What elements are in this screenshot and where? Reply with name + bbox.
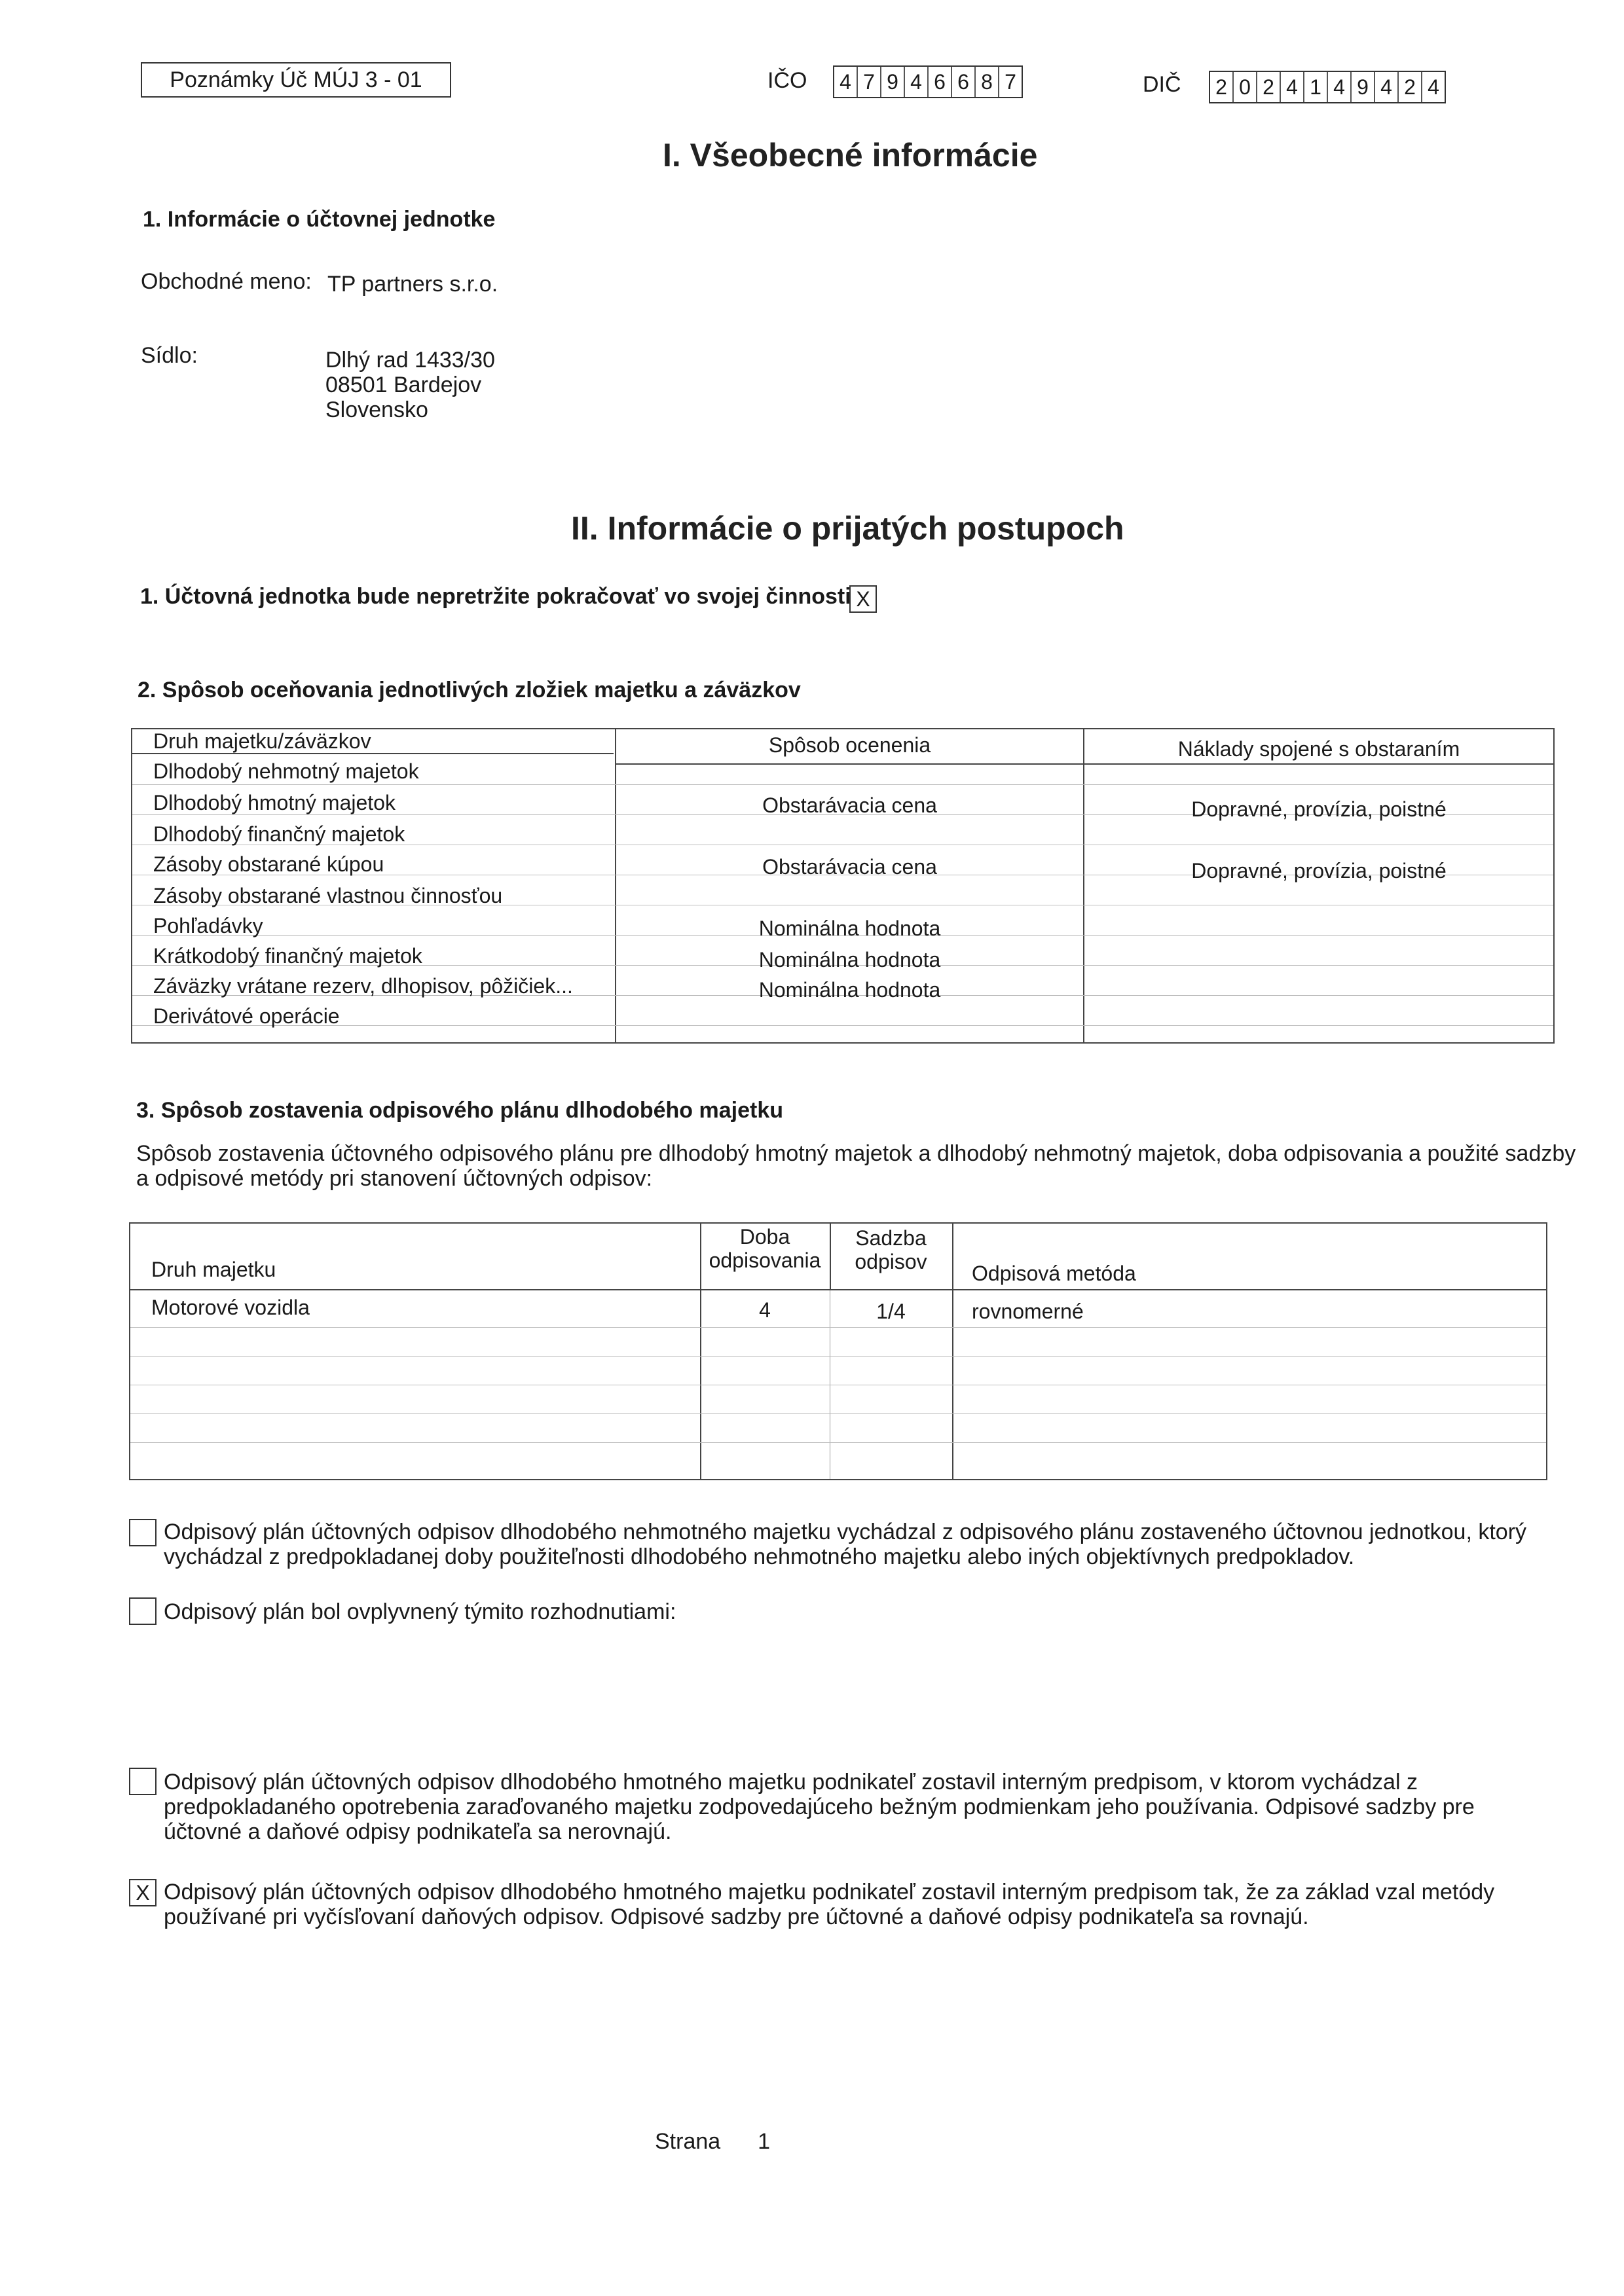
dic-field <box>1209 71 1446 103</box>
table-row: Záväzky vrátane rezerv, dlhopisov, pôžičiek... <box>153 974 573 998</box>
statement-line: Odpisový plán účtovných odpisov dlhodobého hmotného majetku podnikateľ zostavil interným predpisom tak, že za základ vzal metódy <box>164 1880 1495 1904</box>
ico-digit: 4 <box>834 67 858 97</box>
table-cell: 1/4 <box>876 1300 906 1323</box>
valuation-table <box>131 728 1555 1044</box>
table-header: Druh majetku/záväzkov <box>153 729 371 753</box>
valuation-method: Obstarávacia cena <box>762 855 937 879</box>
table-header: Náklady spojené s obstaraním <box>1177 737 1460 761</box>
seat-line: 08501 Bardejov <box>325 373 482 397</box>
going-concern-text: 1. Účtovná jednotka bude nepretržite pokračovať vo svojej činnosti <box>140 584 851 609</box>
dic-digit: 2 <box>1399 72 1422 102</box>
section1-title: I. Všeobecné informácie <box>663 137 1038 173</box>
seat-label: Sídlo: <box>141 343 198 368</box>
table-row: Dlhodobý hmotný majetok <box>153 791 396 814</box>
decisions-checkbox[interactable] <box>129 1597 157 1625</box>
valuation-method: Nominálna hodnota <box>758 948 941 972</box>
going-concern-checkbox[interactable]: X <box>849 585 877 613</box>
statement-line: vychádzal z predpokladanej doby použiteľnosti dlhodobého nehmotného majetku alebo iných objektívnych predpokladov. <box>164 1544 1355 1569</box>
ico-digit: 9 <box>881 67 905 97</box>
depreciation-table <box>129 1222 1547 1480</box>
company-name-label: Obchodné meno: <box>141 269 312 294</box>
ico-digit: 8 <box>976 67 999 97</box>
ico-field <box>833 65 1023 98</box>
table-cell: 4 <box>759 1298 771 1322</box>
table-row: Dlhodobý nehmotný majetok <box>153 759 419 783</box>
dic-label: DIČ <box>1143 72 1181 97</box>
dic-digit: 4 <box>1281 72 1304 102</box>
company-name-value: TP partners s.r.o. <box>327 272 498 297</box>
table-header: Doba <box>739 1225 790 1248</box>
valuation-heading: 2. Spôsob oceňovania jednotlivých zložiek majetku a záväzkov <box>138 678 801 702</box>
dic-digit: 4 <box>1375 72 1399 102</box>
seat-line: Dlhý rad 1433/30 <box>325 348 495 373</box>
page-label: Strana <box>655 2129 721 2154</box>
valuation-method: Obstarávacia cena <box>762 793 937 817</box>
statement-line: Odpisový plán účtovných odpisov dlhodobého nehmotného majetku vychádzal z odpisového plánu zostaveného účtovnou jednotkou, ktorý <box>164 1520 1527 1544</box>
table-header: odpisov <box>855 1250 927 1273</box>
table-header: odpisovania <box>709 1248 821 1272</box>
statement-line: Odpisový plán bol ovplyvnený týmito rozhodnutiami: <box>164 1599 676 1624</box>
dic-digit: 1 <box>1304 72 1328 102</box>
table-row: Dlhodobý finančný majetok <box>153 822 405 846</box>
table-row: Derivátové operácie <box>153 1004 340 1028</box>
dic-digit: 9 <box>1352 72 1375 102</box>
table-row: Zásoby obstarané kúpou <box>153 852 384 876</box>
seat-line: Slovensko <box>325 397 428 422</box>
table-header: Sadzba <box>855 1226 927 1250</box>
table-row: Pohľadávky <box>153 914 263 938</box>
depreciation-desc-line: Spôsob zostavenia účtovného odpisového plánu pre dlhodobý hmotný majetok a dlhodobý nehmotný majetok, doba odpisovania a použité sadzby <box>136 1141 1576 1166</box>
statement-line: predpokladaného opotrebenia zaraďovaného majetku zodpovedajúceho bežným podmienkam jeho používania. Odpisové sadzby pre <box>164 1795 1475 1819</box>
page-number: 1 <box>758 2129 771 2154</box>
acquisition-costs: Dopravné, provízia, poistné <box>1191 859 1447 883</box>
statement-line: používané pri vyčísľovaní daňových odpisov. Odpisové sadzby pre účtovné a daňové odpisy podnikateľa sa rovnajú. <box>164 1904 1309 1929</box>
ico-digit: 7 <box>1005 69 1016 94</box>
depreciation-desc-line: a odpisové metódy pri stanovení účtovných odpisov: <box>136 1166 653 1191</box>
table-cell: rovnomerné <box>972 1300 1084 1323</box>
tax-method-checkbox[interactable]: X <box>129 1879 157 1906</box>
table-row: Krátkodobý finančný majetok <box>153 944 422 968</box>
ico-digit: 7 <box>858 67 881 97</box>
dic-digit: 2 <box>1210 72 1234 102</box>
valuation-method: Nominálna hodnota <box>758 917 941 940</box>
valuation-method: Nominálna hodnota <box>758 978 941 1002</box>
table-header: Spôsob ocenenia <box>768 733 931 757</box>
section1-subtitle: 1. Informácie o účtovnej jednotke <box>143 207 496 232</box>
depreciation-heading: 3. Spôsob zostavenia odpisového plánu dlhodobého majetku <box>136 1098 783 1123</box>
intangible-plan-checkbox[interactable] <box>129 1519 157 1546</box>
table-row: Zásoby obstarané vlastnou činnosťou <box>153 884 503 907</box>
dic-digit: 2 <box>1257 72 1281 102</box>
dic-digit: 4 <box>1428 75 1439 99</box>
dic-digit: 0 <box>1234 72 1257 102</box>
acquisition-costs: Dopravné, provízia, poistné <box>1191 797 1447 821</box>
table-header: Druh majetku <box>151 1258 276 1281</box>
ico-label: IČO <box>767 68 807 93</box>
ico-digit: 4 <box>905 67 929 97</box>
table-cell: Motorové vozidla <box>151 1296 310 1319</box>
statement-line: Odpisový plán účtovných odpisov dlhodobého hmotného majetku podnikateľ zostavil interným predpisom, v ktorom vychádzal z <box>164 1770 1418 1795</box>
tangible-plan-checkbox[interactable] <box>129 1768 157 1795</box>
dic-digit: 4 <box>1328 72 1352 102</box>
section2-title: II. Informácie o prijatých postupoch <box>571 510 1124 547</box>
statement-line: účtovné a daňové odpisy podnikateľa sa nerovnajú. <box>164 1819 672 1844</box>
ico-digit: 6 <box>952 67 976 97</box>
form-label: Poznámky Úč MÚJ 3 - 01 <box>141 62 451 98</box>
page-footer <box>655 2129 770 2155</box>
table-header: Odpisová metóda <box>972 1262 1136 1285</box>
ico-digit: 6 <box>929 67 952 97</box>
